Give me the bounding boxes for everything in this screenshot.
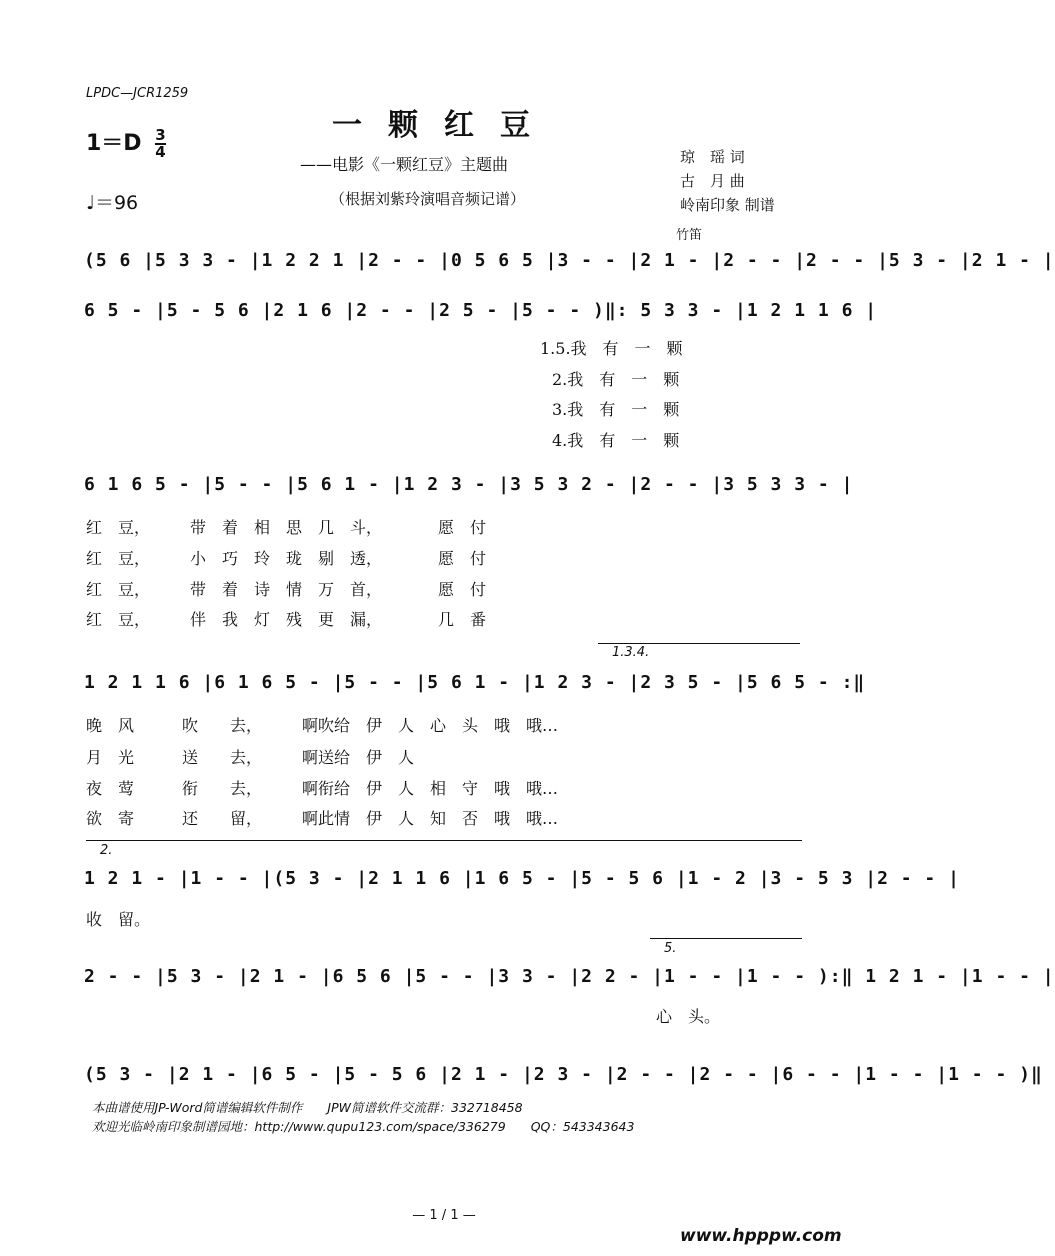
- score-line-4: 1 2 1 1 6 |6 1 6 5 - |5 - - |5 6 1 - |1 2 3 - |2 3 5 - |5 6 5 - :‖: [84, 672, 866, 693]
- lyrics-verse-1-intro: 1.5.我 有 一 颗: [540, 339, 683, 358]
- time-signature: [155, 128, 165, 160]
- time-numerator: 3: [155, 126, 166, 144]
- transcription-source: （根据刘紫玲演唱音频记谱）: [330, 190, 526, 208]
- watermark-site: www.hpppw.com: [680, 1226, 842, 1246]
- lyrics-line-5: 收 留。: [86, 910, 151, 929]
- score-line-5: 1 2 1 - |1 - - |(5 3 - |2 1 1 6 |1 6 5 - |5 - 5 6 |1 - 2 |3 - 5 3 |2 - - |: [84, 868, 960, 889]
- volta-label-1: 1.3.4.: [612, 645, 650, 660]
- song-title: 一颗红豆: [332, 108, 556, 143]
- lyrics-verse-2-intro: 2.我 有 一 颗: [552, 370, 680, 389]
- score-line-1: (5 6 |5 3 3 - |1 2 2 1 |2 - - |0 5 6 5 |3 - - |2 1 - |2 - - |2 - - |5 3 - |2 1 - |: [84, 250, 1055, 271]
- footer-website-note: 欢迎光临岭南印象制谱园地：http://www.qupu123.com/space/336279 QQ：543343643: [92, 1119, 635, 1134]
- tempo-mark: ♩＝96: [86, 192, 139, 214]
- lyrics-line-3-verse-3: 红 豆， 带 着 诗 情 万 首， 愿 付: [86, 580, 487, 599]
- lyricist-credit: 琼 瑶 词: [680, 148, 745, 166]
- page-number: — 1 / 1 —: [412, 1208, 476, 1223]
- arranger-credit: 岭南印象 制谱: [680, 196, 775, 214]
- lyrics-verse-3-intro: 3.我 有 一 颗: [552, 400, 680, 419]
- score-line-7: (5 3 - |2 1 - |6 5 - |5 - 5 6 |2 1 - |2 3 - |2 - - |2 - - |6 - - |1 - - |1 - - )‖: [84, 1064, 1043, 1085]
- lyrics-verse-4-intro: 4.我 有 一 颗: [552, 431, 680, 450]
- lyrics-line-4-verse-1: 晚 风 吹 去， 啊吹给 伊 人 心 头 哦 哦…: [86, 716, 559, 735]
- lyrics-line-3-verse-1: 红 豆， 带 着 相 思 几 斗， 愿 付: [86, 518, 487, 537]
- song-subtitle: ——电影《一颗红豆》主题曲: [300, 155, 509, 174]
- key-label: 1＝D: [86, 131, 142, 156]
- score-line-6: 2 - - |5 3 - |2 1 - |6 5 6 |5 - - |3 3 - |2 2 - |1 - - |1 - - ):‖ 1 2 1 - |1 - - |: [84, 966, 1055, 987]
- score-line-3: 6 1 6 5 - |5 - - |5 6 1 - |1 2 3 - |3 5 3 2 - |2 - - |3 5 3 3 - |: [84, 474, 854, 495]
- volta-label-5: 5.: [664, 941, 677, 956]
- footer-software-note: 本曲谱使用JP-Word简谱编辑软件制作 JPW简谱软件交流群：332718458: [92, 1100, 523, 1115]
- credits: [680, 145, 775, 217]
- lyrics-line-3-verse-2: 红 豆， 小 巧 玲 珑 剔 透， 愿 付: [86, 549, 487, 568]
- score-code: LPDC—JCR1259: [86, 86, 189, 101]
- lyrics-line-4-verse-2: 月 光 送 去， 啊送给 伊 人: [86, 748, 415, 767]
- volta-bracket-2: [86, 840, 802, 855]
- lyrics-line-4-verse-4: 欲 寄 还 留， 啊此情 伊 人 知 否 哦 哦…: [86, 809, 559, 828]
- lyrics-line-6: 心 头。: [656, 1007, 721, 1026]
- volta-label-2: 2.: [100, 843, 113, 858]
- key-signature: [86, 126, 166, 160]
- time-denominator: 4: [155, 143, 166, 161]
- instrument-label: 竹笛: [676, 228, 703, 243]
- composer-credit: 古 月 曲: [680, 172, 745, 190]
- lyrics-line-3-verse-4: 红 豆， 伴 我 灯 残 更 漏， 几 番: [86, 610, 487, 629]
- score-line-2: 6 5 - |5 - 5 6 |2 1 6 |2 - - |2 5 - |5 - - )‖: 5 3 3 - |1 2 1 1 6 |: [84, 300, 878, 321]
- lyrics-line-4-verse-3: 夜 莺 衔 去， 啊衔给 伊 人 相 守 哦 哦…: [86, 779, 559, 798]
